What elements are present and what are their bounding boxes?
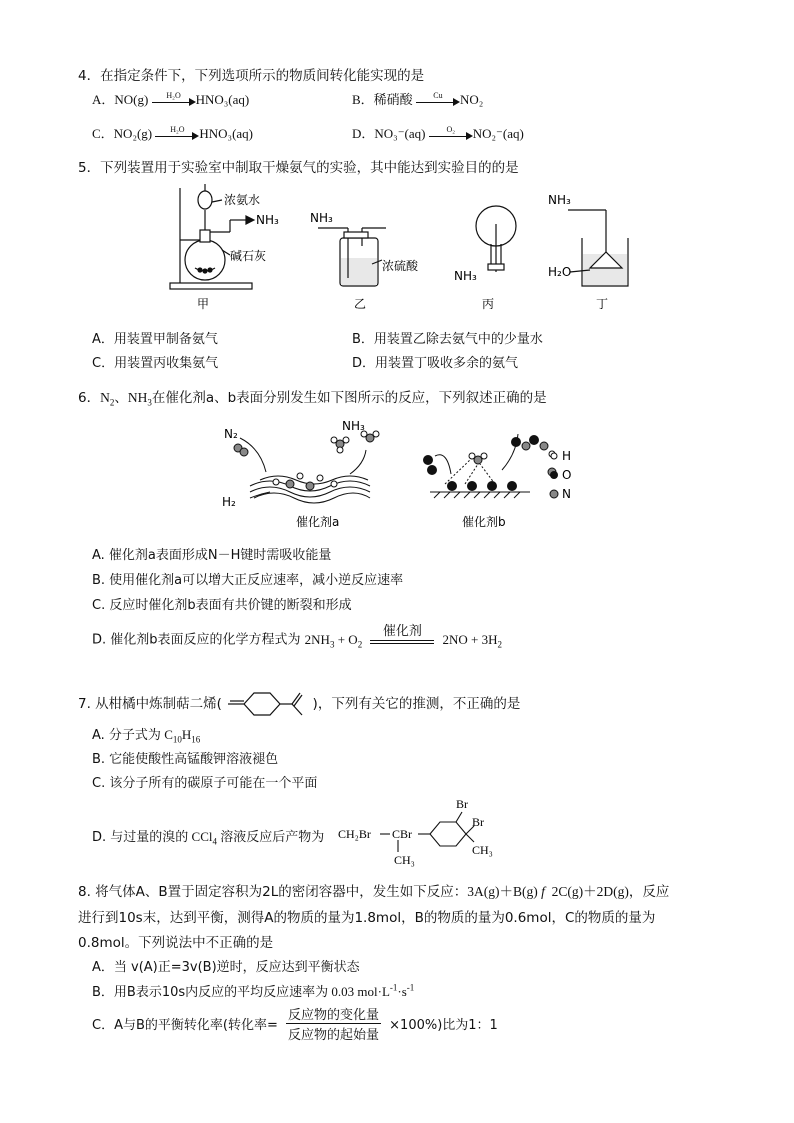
legend-h-label: H: [562, 449, 572, 463]
label-br-2: Br: [472, 815, 484, 829]
reaction-arrow: H₂O: [155, 128, 199, 142]
q7-stem: 7. 从柑橘中炼制萜二烯( )，下列有关它的推测，不正确的是: [78, 689, 520, 719]
apparatus-yi: [318, 228, 386, 286]
label-ch3-a: CH₃: [394, 853, 415, 867]
label-nh3-ding: NH₃: [548, 193, 571, 207]
q7-option-d[interactable]: D. 与过量的溴的 CCl$_4$ 溶液反应后产物为: [92, 829, 325, 847]
q7-option-b[interactable]: B. 它能使酸性高锰酸钾溶液褪色: [92, 752, 279, 767]
q6-option-a[interactable]: A. 催化剂a表面形成N－H键时需吸收能量: [92, 548, 332, 563]
legend-h-icon: [551, 453, 557, 459]
limonene-structure-icon: [226, 689, 308, 719]
q6-option-d[interactable]: D. 催化剂b表面反应的化学方程式为 $2NH_3 + O_2$ 催化剂 $2NO + 3H_2$: [92, 628, 502, 652]
label-nh3-out: NH₃: [256, 213, 279, 227]
label-conc-h2so4: 浓硫酸: [382, 259, 419, 273]
legend-n-icon: [550, 490, 558, 498]
apparatus-ding: [568, 210, 628, 286]
reaction-arrow: H₂O: [152, 94, 196, 108]
q8-option-a[interactable]: A．当 v(A)正=3v(B)逆时，反应达到平衡状态: [92, 960, 360, 975]
label-ch3-b: CH₃: [472, 843, 493, 857]
label-cat-a: 催化剂a: [296, 515, 340, 529]
conversion-fraction: $\frac{\text{反应物的变化量}}{\text{反应物的起始量}}$: [286, 1004, 381, 1043]
q5-option-d[interactable]: D．用装置丁吸收多余的氨气: [352, 356, 519, 371]
catalyst-a-surface: [240, 438, 370, 503]
label-jia: 甲: [197, 297, 210, 311]
label-nh3: NH₃: [342, 419, 365, 433]
label-bing: 丙: [482, 297, 495, 311]
q7-option-a[interactable]: A. 分子式为 $C_{10}H_{16}$: [92, 727, 201, 745]
q4-option-a[interactable]: A．NO(g) H₂O HNO₃(aq): [92, 91, 250, 107]
q4-option-c[interactable]: C．NO₂(g) H₂O HNO₃(aq): [92, 125, 254, 141]
catalyst-b-molecules: [423, 435, 556, 491]
label-cbr: CBr: [392, 827, 413, 841]
q4-stem: 4．在指定条件下，下列选项所示的物质间转化能实现的是: [78, 68, 425, 84]
label-soda-lime: 碱石灰: [230, 249, 267, 263]
reaction-arrow: O₂: [429, 128, 473, 142]
label-h2: H₂: [222, 495, 236, 509]
q6-legend: [550, 449, 571, 501]
label-ding: 丁: [596, 297, 609, 311]
q5-option-b[interactable]: B．用装置乙除去氨气中的少量水: [352, 332, 543, 347]
q8-option-c[interactable]: C．A与B的平衡转化率(转化率= $\frac{\text{反应物的变化量}}{\text{反应物的起始量}}$ ×100%)比为1：1: [92, 1004, 498, 1043]
apparatus-bing: [476, 206, 516, 272]
legend-o-icon: [550, 471, 558, 479]
q6-stem: 6．$N_2$、$NH_3$在催化剂a、b表面分别发生如下图所示的反应，下列叙述正确的是: [78, 390, 547, 408]
q7-option-c[interactable]: C. 该分子所有的碳原子可能在一个平面: [92, 776, 318, 791]
legend-n-label: N: [562, 487, 571, 501]
q8-stem-line1: 8. 将气体A、B置于固定容积为2L的密闭容器中，发生如下反应：3A(g)＋B(g) f 2C(g)＋2D(g)，反应: [78, 884, 670, 900]
reaction-arrow: Cu: [416, 94, 460, 108]
q4-option-b[interactable]: B．稀硝酸 Cu NO₂: [352, 91, 484, 107]
q6-option-b[interactable]: B. 使用催化剂a可以增大正反应速率，减小逆反应速率: [92, 573, 404, 588]
equation-sign: 催化剂: [370, 620, 434, 644]
q4-option-d[interactable]: D．NO₃⁻(aq) O₂ NO₂⁻(aq): [352, 125, 524, 141]
label-n2: N₂: [224, 427, 238, 441]
q7-product-structure: [338, 796, 508, 868]
q5-option-a[interactable]: A．用装置甲制备氨气: [92, 332, 218, 347]
label-br-1: Br: [456, 797, 468, 811]
label-nh3-in: NH₃: [310, 211, 333, 225]
q5-apparatus-figure: [150, 180, 630, 320]
q5-option-c[interactable]: C．用装置丙收集氨气: [92, 356, 219, 371]
legend-o-label: O: [562, 468, 572, 482]
label-cat-b: 催化剂b: [462, 515, 506, 529]
option-label: A．: [92, 92, 115, 107]
label-yi: 乙: [354, 297, 367, 311]
q6-option-c[interactable]: C. 反应时催化剂b表面有共价键的断裂和形成: [92, 598, 352, 613]
q5-stem: 5．下列装置用于实验室中制取干燥氨气的实验，其中能达到实验目的的是: [78, 160, 519, 176]
q8-stem-line2: 进行到10s末，达到平衡，测得A的物质的量为1.8mol，B的物质的量为0.6mol，C的物质的量为: [78, 910, 656, 926]
q8-option-b[interactable]: B．用B表示10s内反应的平均反应速率为 0.03 $mol\cdot L^{-1}\cdot s^{-1}$: [92, 982, 415, 1000]
q8-stem-line3: 0.8mol。下列说法中不正确的是: [78, 935, 274, 951]
label-nh3-bing: NH₃: [454, 269, 477, 283]
label-conc-ammonia: 浓氨水: [224, 193, 261, 207]
q6-catalyst-figure: [210, 414, 590, 534]
label-h2o: H₂O: [548, 265, 572, 279]
label-ch2br: CH₂Br: [338, 827, 371, 841]
